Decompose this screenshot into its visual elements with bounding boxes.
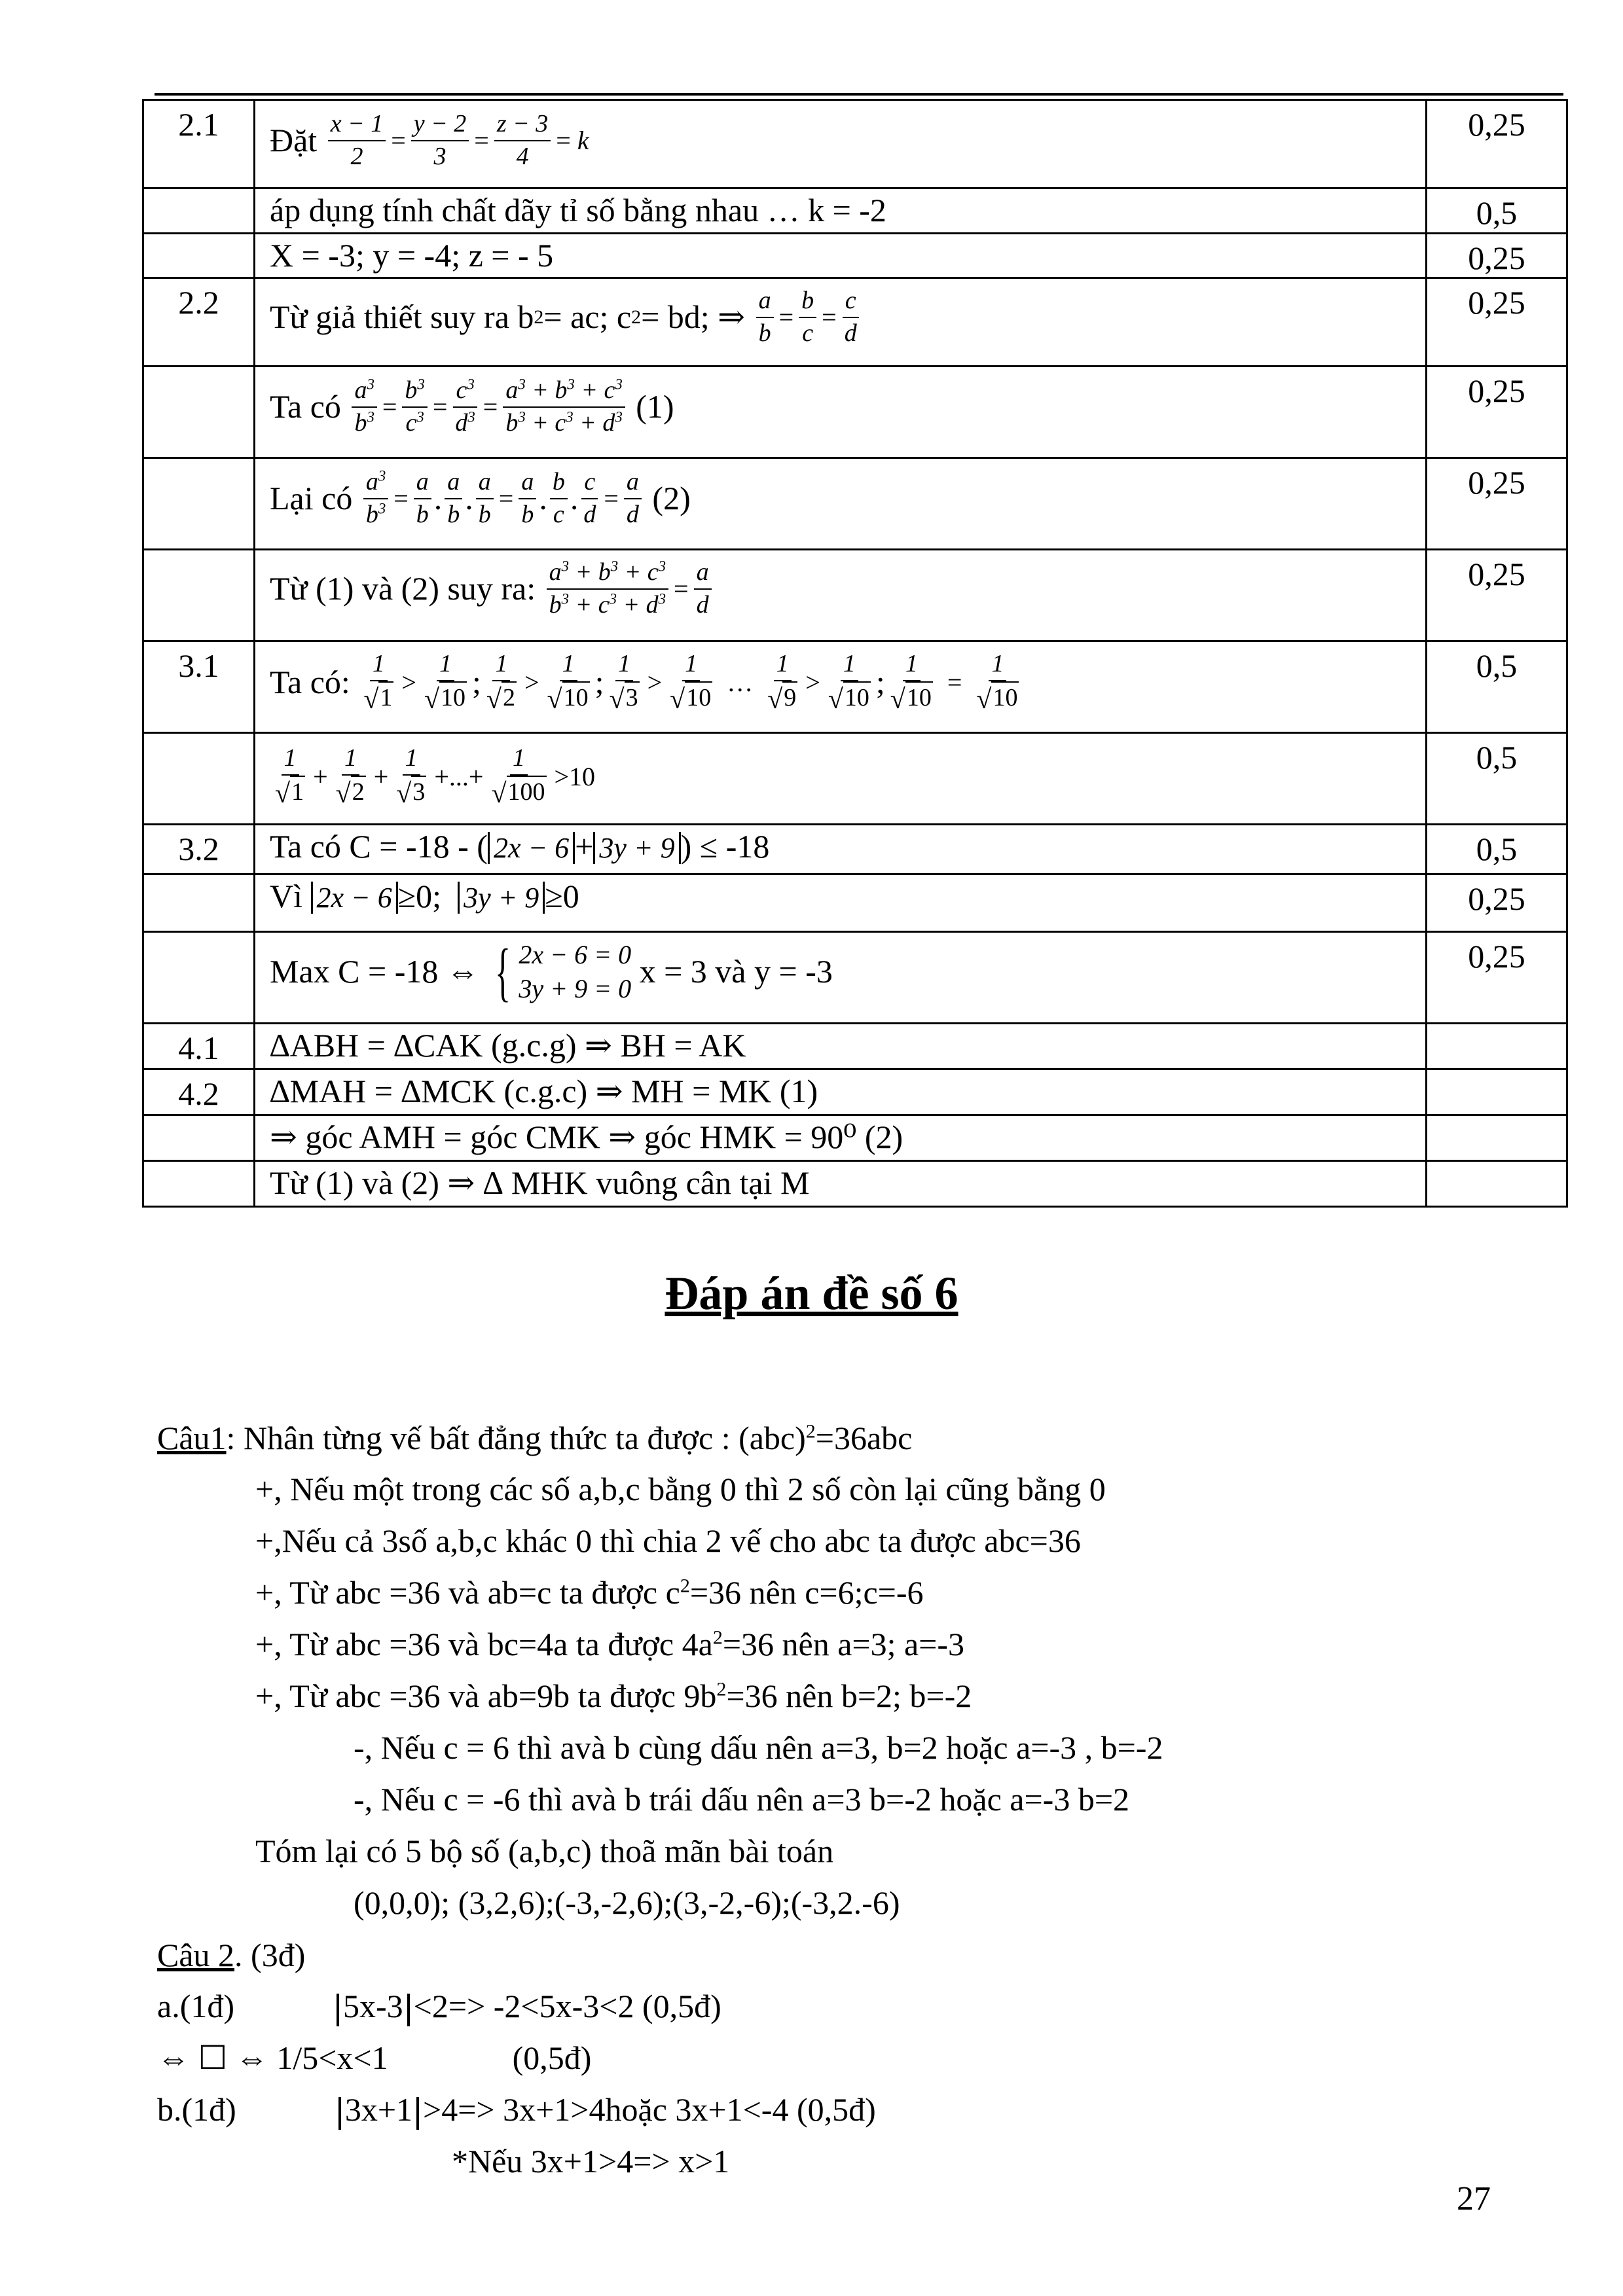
row-content: Từ (1) và (2) ⇒ ∆ MHK vuông cân tại M bbox=[255, 1161, 1427, 1207]
table-row bbox=[143, 233, 1567, 278]
table-row bbox=[143, 825, 1567, 874]
row-points: 0,5 bbox=[1427, 641, 1567, 733]
row-content: áp dụng tính chất dãy tỉ số bằng nhau … k = -2 bbox=[255, 188, 1427, 234]
row-points: 0,25 bbox=[1427, 458, 1567, 550]
text-line: -, Nếu c = -6 thì avà b trái dấu nên a=3 b=-2 hoặc a=-3 b=2 bbox=[354, 1781, 1130, 1818]
text-line: *Nếu 3x+1>4=> x>1 bbox=[452, 2143, 730, 2179]
table-row bbox=[143, 367, 1567, 458]
row-points: 0,25 bbox=[1427, 367, 1567, 458]
text-line: +, Từ abc =36 và bc=4a ta được $4a^2=36$ nên a=3; a=-3 bbox=[255, 1626, 965, 1662]
row-points: 0,5 bbox=[1427, 188, 1567, 234]
row-points: 0,5 bbox=[1427, 733, 1567, 825]
table-row bbox=[143, 1069, 1567, 1115]
row-content: Đặt $\frac{x - 1}{2}$ = $\frac{y - 2}{3}$ = $\frac{z - 3}{4}$ = k bbox=[255, 100, 1427, 188]
equivalence-line: ⇔ ☐ ⇔ 1/5<x<1 (0,5đ) bbox=[157, 2039, 592, 2076]
page-number: 27 bbox=[1457, 2180, 1491, 2217]
row-points: 0,25 bbox=[1427, 278, 1567, 367]
row-content: Ta có: 1 √ 1 > 1 √ 10 ; 1 √ 2 > 1 √ 10 ; 1 √ 3 > 1 √ 10 … 1 √ 9 > 1 √ 10 ; 1 √ 10 = 1 √ 10 bbox=[255, 641, 1427, 733]
table-row bbox=[143, 188, 1567, 234]
row-points bbox=[1427, 1115, 1567, 1161]
cau2-heading: Câu 2. (3đ) bbox=[157, 1937, 306, 1973]
row-points: 0,25 bbox=[1427, 550, 1567, 641]
table-row bbox=[143, 458, 1567, 550]
row-content: Từ giả thiết suy ra b 2 = ac; c 2 = bd; ⇒ $\frac{a}{b}$ = $\frac{b}{c}$ = $\frac{c}{d}$ bbox=[255, 278, 1427, 367]
row-number: 4.1 bbox=[143, 1024, 255, 1069]
row-points: 0,25 bbox=[1427, 233, 1567, 278]
row-number: 2.1 bbox=[143, 100, 255, 188]
part-a-line: a.(1đ) 5x-3 <2=> -2<5x-3<2 (0,5đ) bbox=[157, 1990, 721, 2026]
header-rule bbox=[155, 93, 1563, 96]
table-row bbox=[143, 733, 1567, 825]
table-row bbox=[143, 100, 1567, 188]
row-content: Lại có $\frac{a^3}{b^3}$ = $\frac{a}{b}$ . $\frac{a}{b}$ . $\frac{a}{b}$ = $\frac{a}{b}$ . $\frac{b}{c}$ . $\frac{c}{d}$ = $\frac{a}{d}$ (2) bbox=[255, 458, 1427, 550]
row-number: 3.2 bbox=[143, 825, 255, 874]
page-title: Đáp án đề số 6 bbox=[665, 1267, 958, 1319]
row-content: Ta có $\frac{a^3}{b^3}$ = $\frac{b^3}{c^3}$ = $\frac{c^3}{d^3}$ = $\frac{a^3 + b^3 + c^3}{b^3 + c^3 + d^3}$ (1) bbox=[255, 367, 1427, 458]
row-content: 1 √ 1 + 1 √ 2 + 1 √ 3 +...+ 1 √ 100 >10 bbox=[255, 733, 1427, 825]
table-row bbox=[143, 641, 1567, 733]
answer-table bbox=[142, 99, 1568, 1208]
table-row bbox=[143, 1115, 1567, 1161]
part-b-line: b.(1đ) 3x+1 >4=> 3x+1>4hoặc 3x+1<-4 (0,5đ) bbox=[157, 2093, 876, 2130]
table-row bbox=[143, 550, 1567, 641]
row-points: 0,25 bbox=[1427, 932, 1567, 1024]
row-points bbox=[1427, 1024, 1567, 1069]
row-content: Max C = -18 ⇔ { 2x − 6 = 0 3y + 9 = 0 x = 3 và y = -3 bbox=[255, 932, 1427, 1024]
text-line: +,Nếu cả 3số a,b,c khác 0 thì chia 2 vế cho abc ta được abc=36 bbox=[255, 1522, 1081, 1559]
text-line: (0,0,0); (3,2,6);(-3,-2,6);(3,-2,-6);(-3,2.-6) bbox=[354, 1884, 900, 1921]
row-content: ∆MAH = ∆MCK (c.g.c) ⇒ MH = MK (1) bbox=[255, 1069, 1427, 1115]
row-points: 0,25 bbox=[1427, 100, 1567, 188]
text-line: +, Từ abc =36 và ab=c ta được $c^2=36$ nên c=6;c=-6 bbox=[255, 1574, 924, 1611]
text-line: -, Nếu c = 6 thì avà b cùng dấu nên a=3, b=2 hoặc a=-3 , b=-2 bbox=[354, 1729, 1163, 1766]
row-content: ⇒ góc AMH = góc CMK ⇒ góc HMK = 90⁰ (2) bbox=[255, 1115, 1427, 1161]
row-number: 4.2 bbox=[143, 1069, 255, 1115]
row-points bbox=[1427, 1069, 1567, 1115]
row-content: Vì 2x − 6 ≥0; 3y + 9 ≥0 bbox=[255, 874, 1427, 932]
row-number: 3.1 bbox=[143, 641, 255, 733]
table-row bbox=[143, 932, 1567, 1024]
cau1-line: Câu1: Nhân từng vế bất đẳng thức ta được : (abc)$^2$=36abc bbox=[157, 1420, 913, 1456]
row-content: X = -3; y = -4; z = - 5 bbox=[255, 233, 1427, 278]
table-row bbox=[143, 1024, 1567, 1069]
text-line: +, Nếu một trong các số a,b,c bằng 0 thì 2 số còn lại cũng bằng 0 bbox=[255, 1471, 1106, 1507]
row-content: ∆ABH = ∆CAK (g.c.g) ⇒ BH = AK bbox=[255, 1024, 1427, 1069]
row-content: Ta có C = -18 - ( 2x − 6 + 3y + 9 ) ≤ -18 bbox=[255, 825, 1427, 874]
row-points bbox=[1427, 1161, 1567, 1207]
row-content: Từ (1) và (2) suy ra: $\frac{a^3 + b^3 + c^3}{b^3 + c^3 + d^3}$ = $\frac{a}{d}$ bbox=[255, 550, 1427, 641]
table-row bbox=[143, 874, 1567, 932]
text-line: +, Từ abc =36 và ab=9b ta được $9b^2=36$ nên b=2; b=-2 bbox=[255, 1677, 972, 1714]
table-row bbox=[143, 1161, 1567, 1207]
text-line: Tóm lại có 5 bộ số (a,b,c) thoã mãn bài toán bbox=[255, 1833, 834, 1869]
row-points: 0,5 bbox=[1427, 825, 1567, 874]
row-points: 0,25 bbox=[1427, 874, 1567, 932]
table-row bbox=[143, 278, 1567, 367]
row-number: 2.2 bbox=[143, 278, 255, 367]
